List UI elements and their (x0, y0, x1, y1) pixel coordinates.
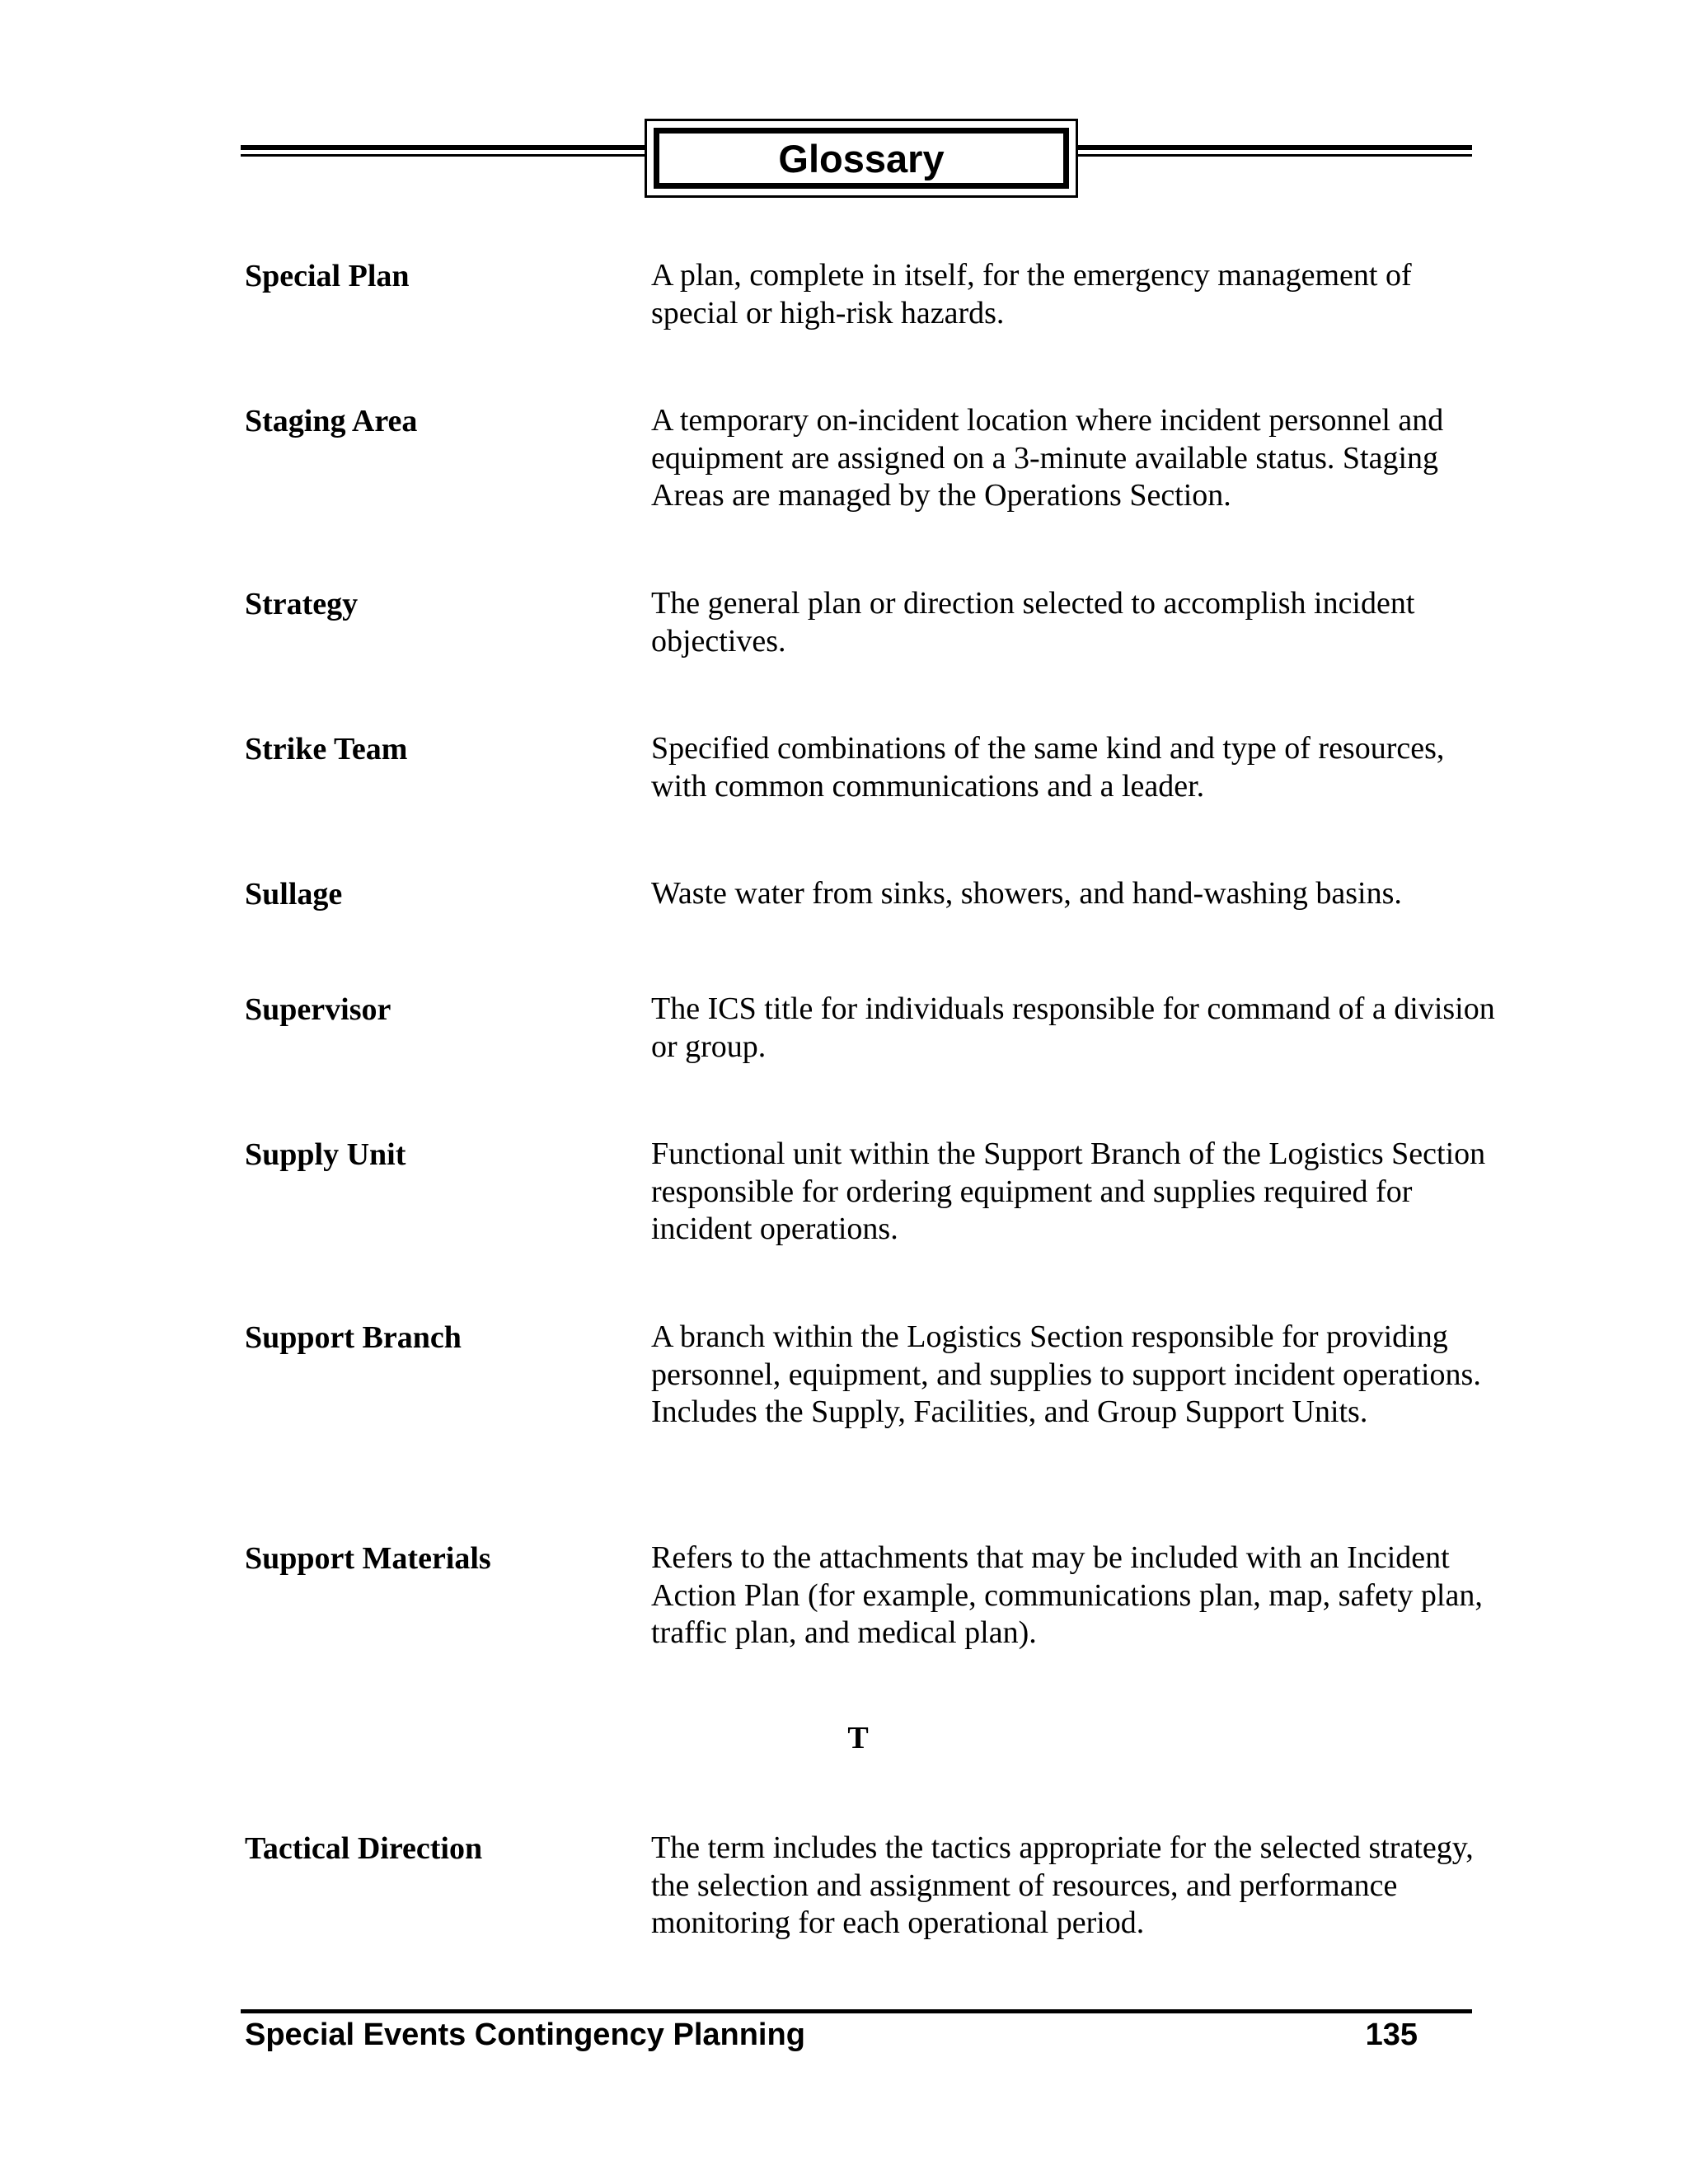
glossary-definition: A branch within the Logistics Section responsible for providing personnel, equipment, and supplies to support incident operations. Includes the Supply, Facilities, and Group Support Units. (651, 1319, 1481, 1429)
glossary-definition: Waste water from sinks, showers, and hand-washing basins. (651, 876, 1402, 911)
glossary-definition: The general plan or direction selected to accomplish incident objectives. (651, 586, 1415, 658)
glossary-term: Support Materials (245, 1541, 491, 1576)
glossary-term: Special Plan (245, 259, 410, 293)
footer-title: Special Events Contingency Planning (245, 2018, 805, 2052)
glossary-term: Strategy (245, 587, 359, 621)
glossary-definition: A plan, complete in itself, for the emergency management of special or high-risk hazards. (651, 258, 1412, 330)
glossary-term: Staging Area (245, 404, 418, 438)
glossary-term: Supply Unit (245, 1137, 406, 1172)
footer-rule (241, 2009, 1472, 2013)
glossary-definition: A temporary on-incident location where incident personnel and equipment are assigned on a 3-minute available status. Staging Areas are managed by the Operations Section. (651, 403, 1444, 513)
section-letter-heading: T (847, 1721, 869, 1755)
glossary-term: Support Branch (245, 1320, 462, 1355)
glossary-term: Supervisor (245, 992, 392, 1027)
glossary-term: Tactical Direction (245, 1831, 483, 1866)
glossary-definition: Refers to the attachments that may be included with an Incident Action Plan (for example, communications plan, map, safety plan, traffic plan, and medical plan). (651, 1540, 1483, 1650)
glossary-definition: Functional unit within the Support Branch of the Logistics Section responsible for ordering equipment and supplies required for incident operations. (651, 1137, 1486, 1246)
glossary-definition: The ICS title for individuals responsible for command of a division or group. (651, 991, 1495, 1064)
glossary-term: Strike Team (245, 732, 408, 766)
glossary-term: Sullage (245, 877, 343, 912)
page-number: 135 (1365, 2018, 1418, 2052)
glossary-definition: Specified combinations of the same kind and type of resources, with common communications and a leader. (651, 731, 1445, 804)
page-title: Glossary (778, 136, 945, 180)
page-title-box (645, 119, 1078, 198)
glossary-definition: The term includes the tactics appropriate for the selected strategy, the selection and assignment of resources, and performance monitoring for each operational period. (651, 1830, 1474, 1940)
